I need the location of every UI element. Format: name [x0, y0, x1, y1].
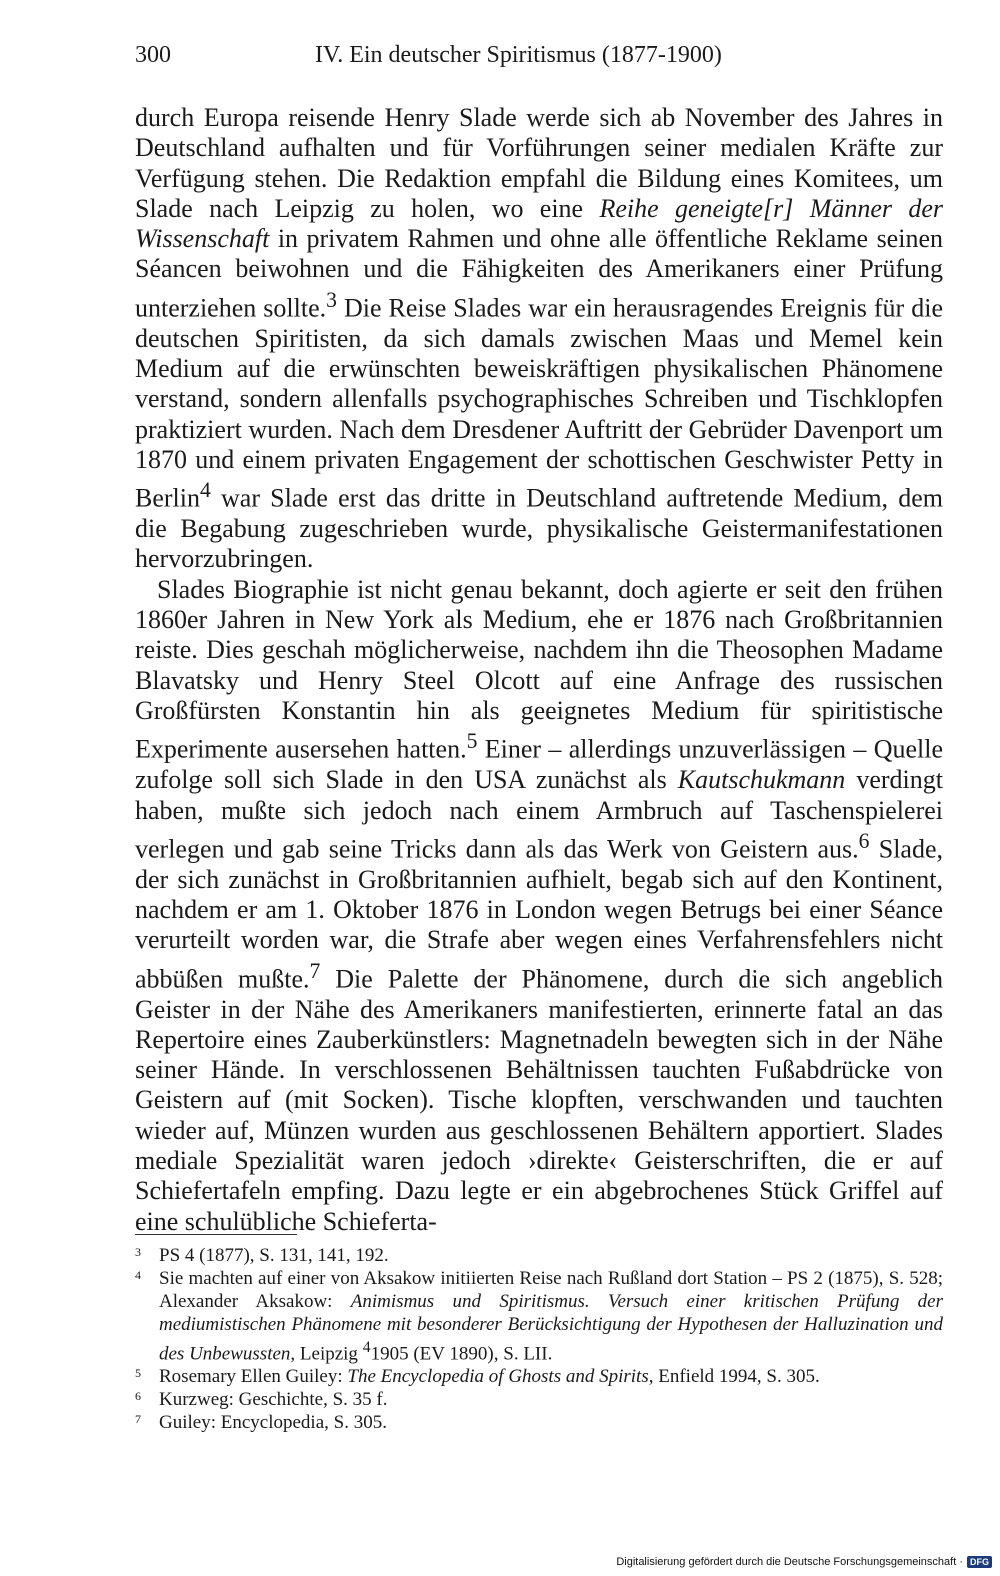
footnote-6 — [135, 1388, 943, 1411]
footnote-number: 6 — [135, 1389, 141, 1404]
footnote-ref-7[interactable]: 7 — [309, 958, 321, 983]
footnote-7 — [135, 1411, 943, 1434]
footnote-text: 1905 (EV 1890), S. LII. — [370, 1343, 553, 1365]
text-run: Die Palette der Phänomene, durch die sich angeblich Geister in der Nähe des Amerikaners manifestierten, erinnerte fatal an das Repertoire eines Zauberkünstlers: Magnetnadeln bewegten sich in der Nähe seiner Hände. In verschlossenen Behältnissen tauchten Fußabdrücke von Geistern auf (mit Socken). Tische klopften, verschwanden und tauchten wieder auf, Münzen wurden aus geschlossenen Behältern apportiert. Slades mediale Spezialität waren jedoch ›direkte‹ Geisterschriften, die er auf Schiefertafeln empfing. Dazu legte er ein abgebrochenes Stück Griffel auf eine schulübliche Schieferta- — [135, 964, 943, 1236]
text-run: in privatem Rahmen und ohne alle öffentliche Reklame seinen Séancen beiwohnen und die Fähigkeiten des Amerikaners einer Prüfung unterziehen sollte. — [135, 224, 943, 323]
page-number: 300 — [135, 42, 171, 68]
paragraph-1 — [135, 103, 943, 575]
footnote-text: , Enfield 1994, S. 305. — [648, 1366, 820, 1388]
main-text — [135, 103, 943, 1237]
footnote-ref-6[interactable]: 6 — [858, 828, 870, 853]
footnote-text: Rosemary Ellen Guiley: — [159, 1366, 348, 1388]
dfg-logo: DFG — [967, 1556, 992, 1568]
paragraph-2 — [135, 575, 943, 1237]
footnote-text: Guiley: Encyclopedia, S. 305. — [159, 1412, 387, 1434]
footnote-text: PS 4 (1877), S. 131, 141, 192. — [159, 1245, 389, 1266]
footnote-text: Sie machten auf einer von Aksakow initiierten Reise nach Rußland dort Station – PS 2 (1875), S. 528; Alexander Aksakow: — [159, 1268, 943, 1312]
text-run: Die Reise Slades war ein herausragendes Ereignis für die deutschen Spiritisten, da sich damals zwischen Maas und Memel kein Medium auf die erwünschten beweiskräftigen physikalischen Phänomene verstand, sondern allenfalls psychographisches Schreiben und Tischklopfen praktiziert wurden. Nach dem Dresdener Auftritt der Gebrüder Davenport um 1870 und einem privaten Engagement der schottischen Geschwister Petty in Berlin — [135, 293, 943, 513]
text-run: Slade, der sich zunächst in Großbritannien aufhielt, begab sich auf den Kontinent, nachdem er am 1. Oktober 1876 in London wegen Betrugs bei einer Séance verurteilt worden war, die Strafe aber wegen eines Verfahrensfehlers nicht abbüßen mußte. — [135, 834, 944, 994]
edition-superscript: 4 — [362, 1339, 371, 1356]
footnote-number: 3 — [135, 1245, 141, 1259]
footnote-ref-3[interactable]: 3 — [326, 287, 337, 312]
footnote-text: , Leipzig — [290, 1343, 363, 1365]
footnote-text: Kurzweg: Geschichte, S. 35 f. — [159, 1389, 388, 1411]
footnote-ref-4[interactable]: 4 — [200, 478, 211, 503]
footnote-divider — [135, 1234, 297, 1235]
text-run: Slades Biographie ist nicht genau bekannt, doch agierte er seit den frühen 1860er Jahren in New York als Medium, ehe er 1876 nach Großbritannien reiste. Dies geschah möglicherweise, nachdem ihn die Theosophen Madame Blavatsky und Henry Steel Olcott auf eine Anfrage des russischen Großfürsten Konstantin hin als geeignetes Medium für spiritistische Experimente ausersehen hatten. — [135, 574, 943, 764]
footnote-italic: The Encyclopedia of Ghosts and Spirits — [347, 1366, 649, 1388]
footnotes — [135, 1244, 943, 1434]
text-run: Einer – allerdings unzuverlässigen – Quelle zufolge soll sich Slade in den USA zunächst als — [135, 734, 943, 795]
footnote-4 — [135, 1267, 943, 1365]
footnote-5 — [135, 1365, 943, 1388]
digitization-notice — [616, 1554, 992, 1570]
digitization-text: Digitalisierung gefördert durch die Deutsche Forschungsgemeinschaft · — [616, 1556, 963, 1568]
footnote-italic: Animismus und Spiritismus. Versuch einer kritischen Prüfung der mediumistischen Phänomene mit besonderer Berücksichtigung der Hypothesen der Halluzination und des Unbewussten — [159, 1291, 943, 1365]
footnote-number: 4 — [135, 1268, 141, 1282]
footnote-3 — [135, 1244, 943, 1267]
text-run: verdingt haben, mußte sich jedoch nach einem Armbruch auf Taschenspielerei verlegen und gab seine Tricks dann als das Werk von Geistern aus. — [135, 765, 944, 864]
running-title: IV. Ein deutscher Spiritismus (1877-1900) — [315, 42, 722, 68]
footnote-number: 7 — [135, 1412, 141, 1427]
footnote-number: 5 — [135, 1366, 141, 1381]
italic-run: Kautschukmann — [677, 765, 846, 795]
text-run: war Slade erst das dritte in Deutschland auftretende Medium, dem die Begabung zugeschrieben wurde, physikalische Geistermanifestationen hervorzubringen. — [135, 483, 943, 574]
text-run: durch Europa reisende Henry Slade werde sich ab November des Jahres in Deutschland aufhalten und für Vorführungen seiner medialen Kräfte zur Verfügung stehen. Die Redaktion empfahl die Bildung eines Komitees, um Slade nach Leipzig zu holen, wo eine — [135, 103, 943, 223]
footnote-ref-5[interactable]: 5 — [466, 729, 478, 754]
italic-run: Reihe geneigte[r] Männer der Wissenschaft — [135, 193, 943, 254]
page-header — [135, 42, 835, 82]
